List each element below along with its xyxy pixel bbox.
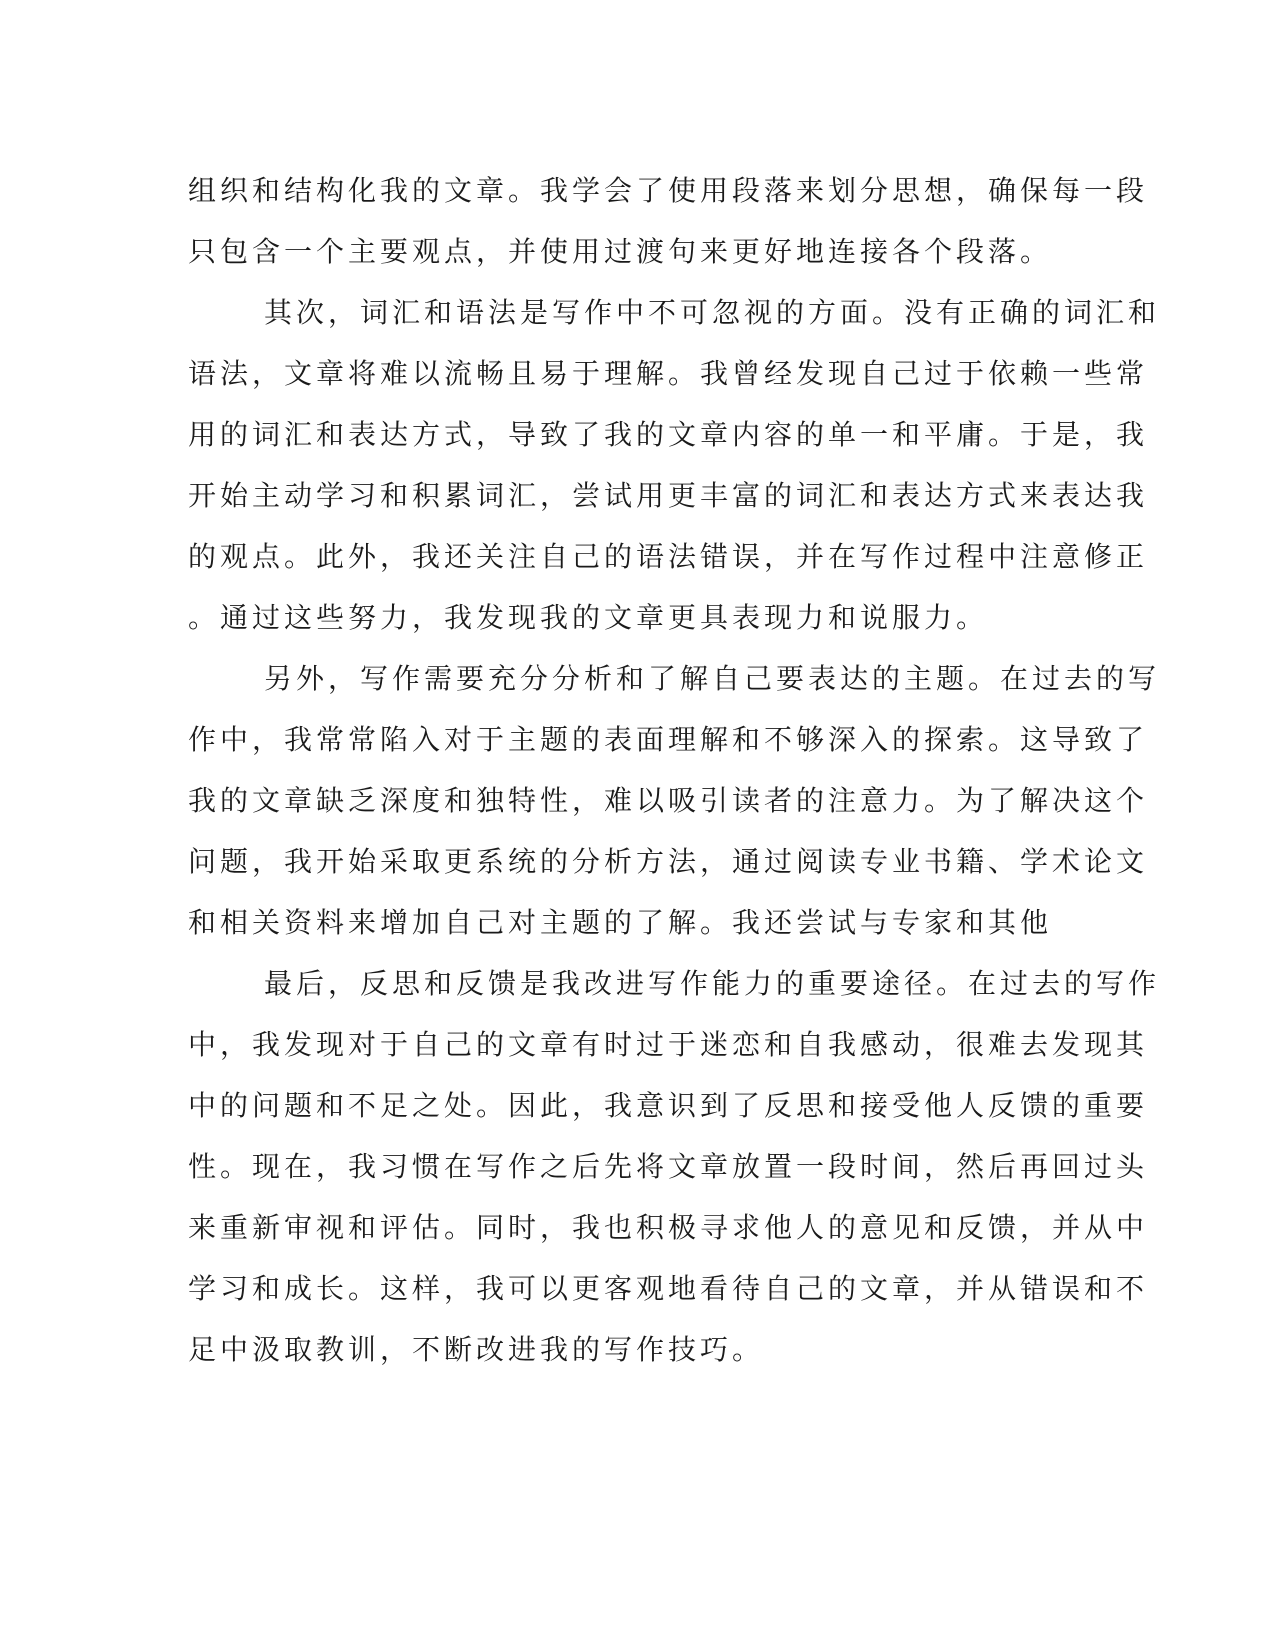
text-line: 的观点。此外，我还关注自己的语法错误，并在写作过程中注意修正 (188, 540, 1149, 573)
text-line: 性。现在，我习惯在写作之后先将文章放置一段时间，然后再回过头 (188, 1150, 1149, 1183)
text-line: 中，我发现对于自己的文章有时过于迷恋和自我感动，很难去发现其 (188, 1028, 1149, 1061)
text-line: 来重新审视和评估。同时，我也积极寻求他人的意见和反馈，并从中 (188, 1211, 1149, 1244)
text-line: 我的文章缺乏深度和独特性，难以吸引读者的注意力。为了解决这个 (188, 784, 1149, 817)
text-line: 开始主动学习和积累词汇，尝试用更丰富的词汇和表达方式来表达我 (188, 479, 1149, 512)
text-line: 另外，写作需要充分分析和了解自己要表达的主题。在过去的写 (264, 662, 1161, 695)
text-line: 学习和成长。这样，我可以更客观地看待自己的文章，并从错误和不 (188, 1272, 1149, 1305)
text-line: 。通过这些努力，我发现我的文章更具表现力和说服力。 (188, 601, 989, 634)
text-line: 问题，我开始采取更系统的分析方法，通过阅读专业书籍、学术论文 (188, 845, 1149, 878)
text-line: 用的词汇和表达方式，导致了我的文章内容的单一和平庸。于是，我 (188, 418, 1149, 451)
document-body (188, 160, 1161, 1380)
text-line: 和相关资料来增加自己对主题的了解。我还尝试与专家和其他 (188, 906, 1053, 939)
text-line: 组织和结构化我的文章。我学会了使用段落来划分思想，确保每一段 (188, 174, 1149, 207)
text-line: 语法，文章将难以流畅且易于理解。我曾经发现自己过于依赖一些常 (188, 357, 1149, 390)
text-line: 只包含一个主要观点，并使用过渡句来更好地连接各个段落。 (188, 235, 1053, 268)
text-line: 最后，反思和反馈是我改进写作能力的重要途径。在过去的写作 (264, 967, 1161, 1000)
text-line: 足中汲取教训，不断改进我的写作技巧。 (188, 1333, 765, 1366)
text-line: 作中，我常常陷入对于主题的表面理解和不够深入的探索。这导致了 (188, 723, 1149, 756)
text-line: 其次，词汇和语法是写作中不可忽视的方面。没有正确的词汇和 (264, 296, 1161, 329)
text-line: 中的问题和不足之处。因此，我意识到了反思和接受他人反馈的重要 (188, 1089, 1149, 1122)
